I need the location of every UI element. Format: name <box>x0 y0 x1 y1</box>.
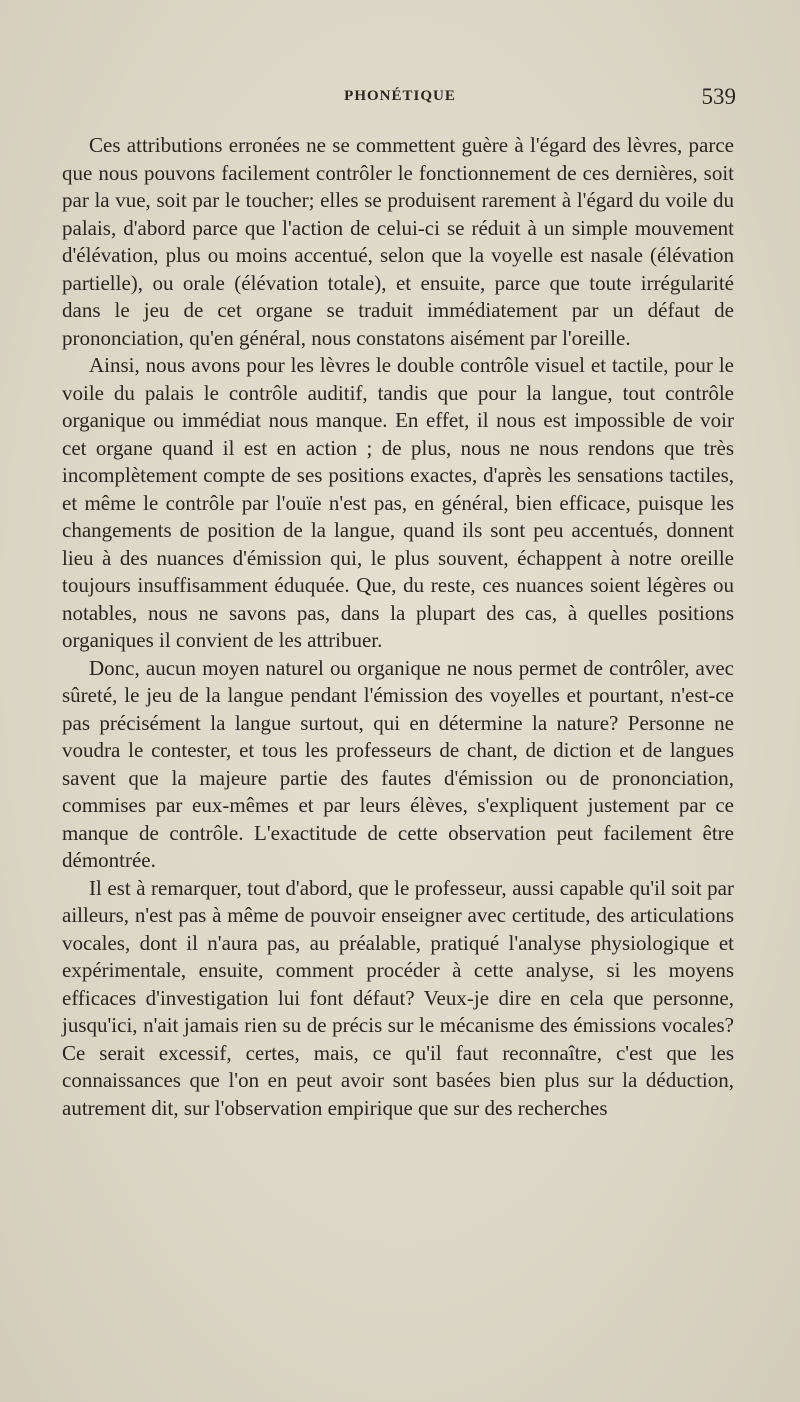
running-title: PHONÉTIQUE <box>344 88 456 104</box>
page-number: 539 <box>701 84 736 109</box>
paragraph: Donc, aucun moyen naturel ou organique ne nous permet de contrôler, avec sûreté, le jeu de la langue pendant l'émission des voyelles et pourtant, n'est-ce pas précisément la langue surtout, qui en détermine la nature? Personne ne voudra le contester, et tous les professeurs de chant, de diction et de langues savent que la majeure partie des fautes d'émission ou de prononciation, commises par eux-mêmes et par leurs élèves, s'expliquent justement par ce manque de contrôle. L'exactitude de cette observation peut facilement être démontrée. <box>62 655 734 872</box>
page-header <box>62 86 738 116</box>
paragraph: Ces attributions erronées ne se commettent guère à l'égard des lèvres, parce que nous pouvons facilement contrôler le fonctionnement de ces dernières, soit par la vue, soit par le toucher; elles se produisent rarement à l'égard du voile du palais, d'abord parce que l'action de celui-ci se réduit à un simple mouvement d'élévation, plus ou moins accentué, selon que la voyelle est nasale (élévation partielle), ou orale (élévation totale), et ensuite, parce que toute irrégularité dans le jeu de cet organe se traduit immédiatement par un défaut de prononciation, qu'en général, nous constatons aisément par l'oreille. <box>62 133 734 350</box>
body-text <box>62 132 734 1122</box>
paragraph: Il est à remarquer, tout d'abord, que le professeur, aussi capable qu'il soit par ailleurs, n'est pas à même de pouvoir enseigner avec certitude, des articulations vocales, dont il n'aura pas, au préalable, pratiqué l'analyse physiologique et expérimentale, ensuite, comment procéder à cette analyse, si les moyens efficaces d'investigation lui font défaut? Veux-je dire en cela que personne, jusqu'ici, n'ait jamais rien su de précis sur le mécanisme des émissions vocales? Ce serait excessif, certes, mais, ce qu'il faut reconnaître, c'est que les connaissances que l'on en peut avoir sont basées bien plus sur la déduction, autrement dit, sur l'observation empirique que sur des recherches <box>62 875 734 1120</box>
paragraph: Ainsi, nous avons pour les lèvres le double contrôle visuel et tactile, pour le voile du palais le contrôle auditif, tandis que pour la langue, tout contrôle organique ou immédiat nous manque. En effet, il nous est impossible de voir cet organe quand il est en action ; de plus, nous ne nous rendons que très incomplètement compte de ses positions exactes, d'après les sensations tactiles, et même le contrôle par l'ouïe n'est pas, en général, bien efficace, puisque les changements de position de la langue, quand ils sont peu accentués, donnent lieu à des nuances d'émission qui, le plus souvent, échappent à notre oreille toujours insuffisamment éduquée. Que, du reste, ces nuances soient légères ou notables, nous ne savons pas, dans la plupart des cas, à quelles positions organiques il convient de les attribuer. <box>62 353 734 652</box>
